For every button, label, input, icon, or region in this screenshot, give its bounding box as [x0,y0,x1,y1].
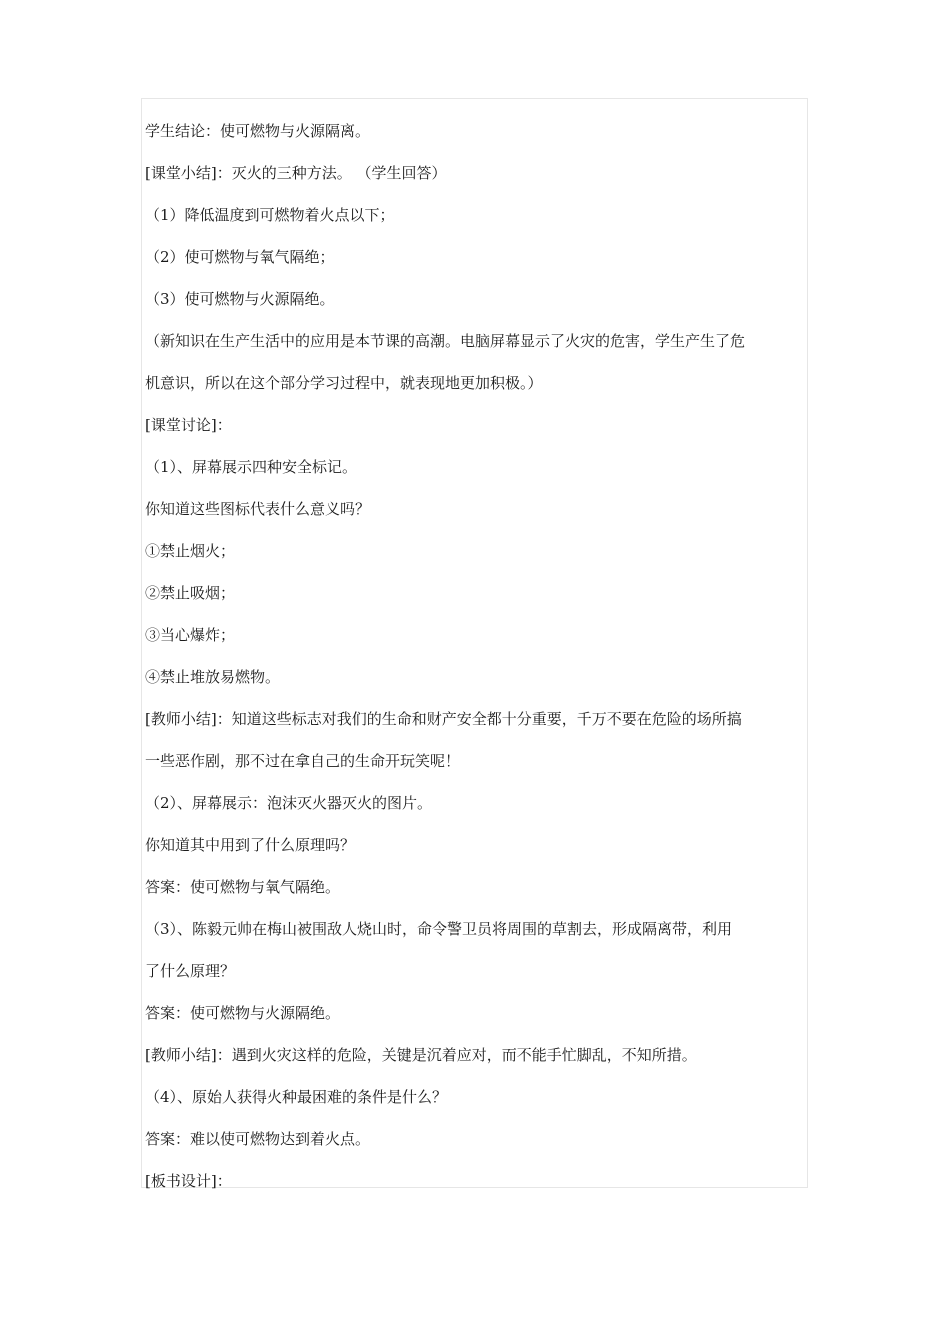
text-line: 你知道这些图标代表什么意义吗？ [145,500,371,518]
document-body [145,110,813,1202]
text-line: 答案：使可燃物与氧气隔绝。 [145,878,341,896]
text-line: 你知道其中用到了什么原理吗？ [145,836,356,854]
text-line: 机意识，所以在这个部分学习过程中，就表现地更加积极。） [145,374,543,392]
text-line: 一些恶作剧，那不过在拿自己的生命开玩笑呢！ [145,752,461,770]
text-line: ②禁止吸烟； [145,584,236,602]
text-line: （1）、屏幕展示四种安全标记。 [145,458,358,476]
text-line: （4）、原始人获得火种最困难的条件是什么？ [145,1088,448,1106]
text-line: [教师小结]：知道这些标志对我们的生命和财产安全都十分重要，千万不要在危险的场所搞 [145,710,742,728]
text-line: [课堂讨论]： [145,416,232,434]
text-line: 答案：难以使可燃物达到着火点。 [145,1130,371,1148]
text-line: （3）、陈毅元帅在梅山被围敌人烧山时，命令警卫员将周围的草割去，形成隔离带，利用 [145,920,733,938]
text-line: 答案：使可燃物与火源隔绝。 [145,1004,341,1022]
text-line: （1）降低温度到可燃物着火点以下； [145,206,395,224]
text-line: （2）使可燃物与氧气隔绝； [145,248,335,266]
text-line: ①禁止烟火； [145,542,236,560]
text-line: ④禁止堆放易燃物。 [145,668,281,686]
text-line: ③当心爆炸； [145,626,236,644]
text-line: 学生结论：使可燃物与火源隔离。 [145,122,371,140]
text-line: [板书设计]： [145,1172,232,1190]
text-line: （新知识在生产生活中的应用是本节课的高潮。电脑屏幕显示了火灾的危害，学生产生了危 [145,332,746,350]
text-line: [教师小结]：遇到火灾这样的危险，关键是沉着应对，而不能手忙脚乱，不知所措。 [145,1046,697,1064]
text-line: 了什么原理？ [145,962,236,980]
text-line: （2）、屏幕展示：泡沫灭火器灭火的图片。 [145,794,433,812]
text-line: [课堂小结]：灭火的三种方法。 （学生回答） [145,164,447,182]
text-line: （3）使可燃物与火源隔绝。 [145,290,335,308]
